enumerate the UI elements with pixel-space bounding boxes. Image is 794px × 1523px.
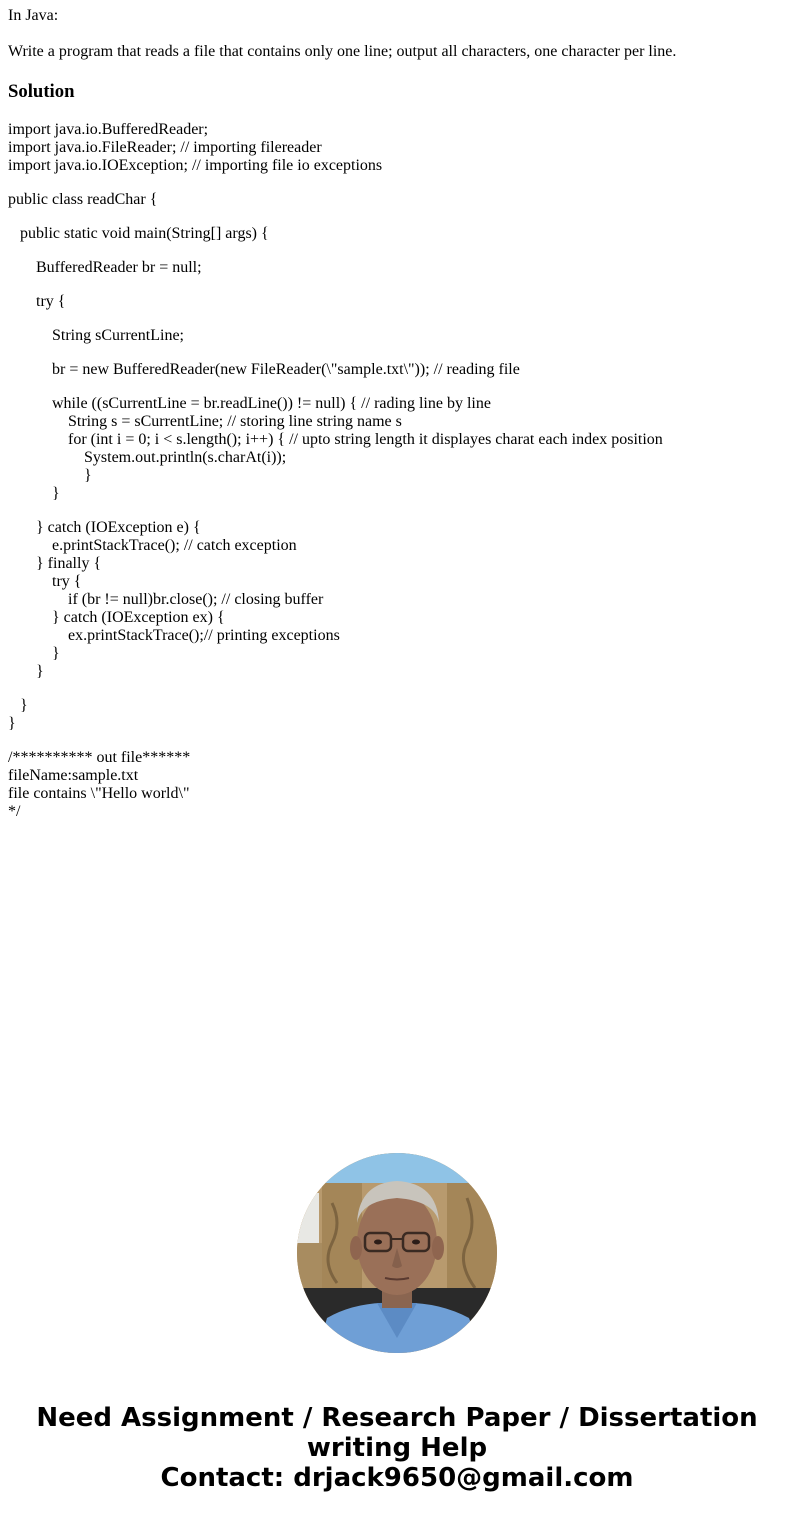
code-line: String s = sCurrentLine; // storing line string name s <box>8 413 402 430</box>
code-line: file contains \"Hello world\" <box>8 785 190 802</box>
code-line: } <box>8 485 60 502</box>
code-line <box>8 503 788 519</box>
code-line: public static void main(String[] args) { <box>8 225 269 242</box>
code-line: } <box>8 467 92 484</box>
code-line: } <box>8 645 60 662</box>
solution-code <box>8 121 788 821</box>
code-line: } <box>8 697 28 714</box>
code-line: String sCurrentLine; <box>8 327 184 344</box>
code-line: e.printStackTrace(); // catch exception <box>8 537 297 554</box>
code-line: import java.io.FileReader; // importing filereader <box>8 139 322 156</box>
code-line: } <box>8 663 44 680</box>
code-line: br = new BufferedReader(new FileReader(\"sample.txt\")); // reading file <box>8 361 520 378</box>
code-line: import java.io.BufferedReader; <box>8 121 209 138</box>
code-line: } catch (IOException ex) { <box>8 609 225 626</box>
code-line <box>8 681 788 697</box>
code-line: try { <box>8 293 66 310</box>
code-line <box>8 277 788 293</box>
code-line: System.out.println(s.charAt(i)); <box>8 449 287 466</box>
promo-line-1: Need Assignment / Research Paper / Dissertation <box>36 1403 758 1433</box>
code-line: } catch (IOException e) { <box>8 519 201 536</box>
promo-contact: Contact: drjack9650@gmail.com <box>160 1463 634 1493</box>
code-line: ex.printStackTrace();// printing exceptions <box>8 627 340 644</box>
code-line: import java.io.IOException; // importing file io exceptions <box>8 157 383 174</box>
code-line: /********** out file****** <box>8 749 191 766</box>
code-line <box>8 345 788 361</box>
code-line: while ((sCurrentLine = br.readLine()) != null) { // rading line by line <box>8 395 491 412</box>
code-line <box>8 175 788 191</box>
code-line: try { <box>8 573 82 590</box>
promo-line-2: writing Help <box>306 1433 488 1463</box>
code-line: for (int i = 0; i < s.length(); i++) { // upto string length it displayes charat each index position <box>8 431 663 448</box>
code-line: } finally { <box>8 555 102 572</box>
code-line: public class readChar { <box>8 191 158 208</box>
code-line <box>8 243 788 259</box>
code-line: if (br != null)br.close(); // closing buffer <box>8 591 324 608</box>
code-line: } <box>8 715 16 732</box>
document-body <box>8 7 788 821</box>
code-line: fileName:sample.txt <box>8 767 139 784</box>
code-line: BufferedReader br = null; <box>8 259 202 276</box>
question-prompt: Write a program that reads a file that contains only one line; output all characters, one character per line. <box>8 43 677 60</box>
code-line <box>8 379 788 395</box>
promo-banner <box>0 1403 794 1493</box>
code-line: */ <box>8 803 21 820</box>
author-avatar <box>297 1153 497 1353</box>
question-intro: In Java: <box>8 7 59 24</box>
code-line <box>8 311 788 327</box>
code-line <box>8 733 788 749</box>
solution-heading: Solution <box>8 81 75 102</box>
person-photo-icon <box>297 1153 497 1353</box>
code-line <box>8 209 788 225</box>
